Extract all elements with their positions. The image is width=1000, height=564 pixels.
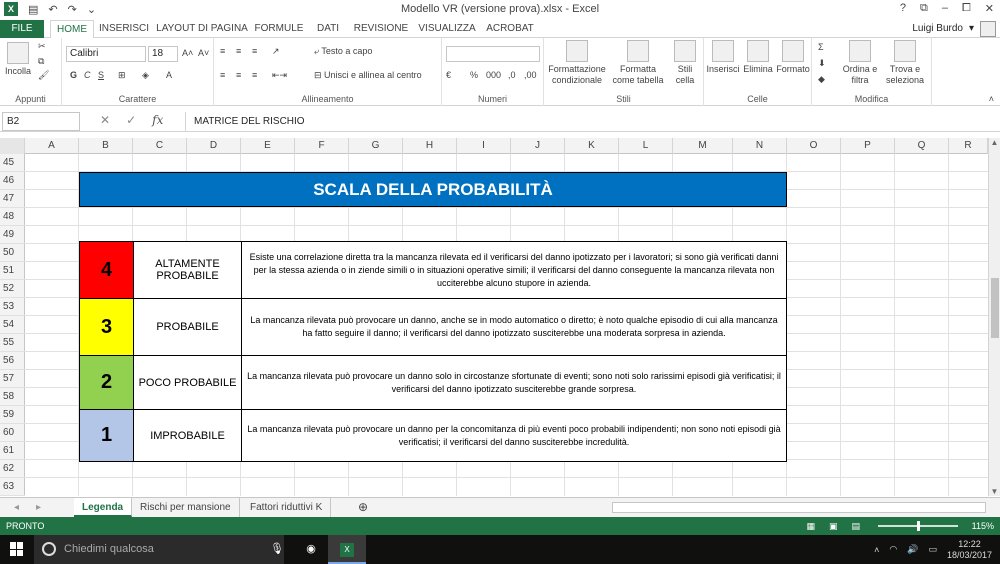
align-right-icon[interactable]: ≡ (252, 70, 258, 80)
group-font (62, 38, 214, 106)
fill-color-icon[interactable]: ◈ (142, 70, 149, 80)
delete-button[interactable]: Elimina (742, 40, 774, 75)
level-number[interactable]: 4 (80, 242, 134, 298)
clock-date: 18/03/2017 (946, 549, 992, 560)
column-header[interactable]: M (673, 138, 733, 154)
level-label[interactable]: POCO PROBABILE (134, 356, 242, 409)
insert-icon (712, 40, 734, 62)
row-header[interactable]: 59 (0, 406, 25, 424)
column-header[interactable]: K (565, 138, 619, 154)
align-left-icon[interactable]: ≡ (220, 70, 226, 80)
column-header[interactable]: E (241, 138, 295, 154)
bold-button[interactable]: G (70, 70, 78, 80)
align-top-icon[interactable]: ≡ (220, 46, 226, 56)
microphone-icon[interactable]: 🎙 (270, 543, 284, 555)
increase-decimal-icon[interactable]: ,0 (508, 70, 516, 80)
align-bottom-icon[interactable]: ≡ (252, 46, 258, 56)
conditional-formatting-icon (566, 40, 588, 62)
delete-icon (747, 40, 769, 62)
comma-icon[interactable]: 000 (486, 70, 502, 80)
format-as-table-button[interactable]: Formatta come tabella (608, 40, 668, 86)
column-header[interactable]: P (841, 138, 895, 154)
title-bar (0, 0, 1000, 20)
row-header[interactable]: 61 (0, 442, 25, 460)
row-header[interactable]: 63 (0, 478, 25, 496)
save-icon[interactable]: ▤ (28, 3, 39, 16)
level-number[interactable]: 1 (80, 410, 134, 461)
italic-button[interactable]: C (84, 70, 91, 80)
indent-icon[interactable]: ⇤⇥ (272, 70, 288, 80)
sheet-tab-bar (0, 497, 1000, 517)
group-label: Carattere (118, 94, 157, 104)
column-header[interactable]: H (403, 138, 457, 154)
add-sheet-icon[interactable]: ⊕ (358, 500, 369, 514)
column-header[interactable]: Q (895, 138, 949, 154)
column-header[interactable]: C (133, 138, 187, 154)
row-header[interactable]: 57 (0, 370, 25, 388)
clear-icon[interactable]: ◆ (818, 74, 825, 84)
scroll-thumb[interactable] (991, 278, 999, 338)
underline-button[interactable]: S (98, 70, 105, 80)
level-description[interactable]: La mancanza rilevata può provocare un danno per la concomitanza di più eventi poco probabili indipendenti; non sono noti episodi già verificatisi; il verificarsi del danno susciterebbe incredulità. (247, 423, 781, 447)
column-header[interactable]: N (733, 138, 787, 154)
row-header[interactable]: 45 (0, 154, 25, 172)
group-styles (544, 38, 704, 106)
tab-layout-di-pagina[interactable]: LAYOUT DI PAGINA (156, 23, 248, 34)
wrap-text-icon: ⤶ (314, 46, 322, 56)
align-middle-icon[interactable]: ≡ (236, 46, 242, 56)
page-break-view-icon[interactable]: ▤ (851, 521, 860, 531)
cortana-search-box[interactable]: Chiedimi qualcosa (34, 535, 284, 564)
formula-input[interactable]: MATRICE DEL RISCHIO (185, 112, 985, 131)
system-tray (874, 535, 992, 564)
row-headers (0, 154, 25, 496)
ribbon-tabs (0, 20, 1000, 38)
format-painter-icon[interactable]: 🖌 (38, 70, 50, 80)
find-select-button[interactable]: Trova e seleziona (882, 40, 928, 86)
group-label: Appunti (15, 94, 46, 104)
enter-icon[interactable]: ✓ (126, 113, 137, 127)
borders-icon[interactable]: ⊞ (118, 70, 126, 80)
merge-center-button[interactable]: ⊟ Unisci e allinea al centro (314, 70, 422, 80)
row-header[interactable]: 54 (0, 316, 25, 334)
cortana-icon (42, 542, 56, 556)
row-header[interactable]: 49 (0, 226, 25, 244)
select-all-corner[interactable] (0, 138, 25, 154)
row-header[interactable]: 53 (0, 298, 25, 316)
column-header[interactable]: J (511, 138, 565, 154)
ribbon-display-icon[interactable]: ⧉ (919, 2, 928, 14)
status-bar (0, 517, 1000, 535)
customize-icon[interactable]: ⌄ (86, 3, 97, 16)
tab-acrobat[interactable]: ACROBAT (486, 23, 534, 34)
tab-visualizza[interactable]: VISUALIZZA (418, 23, 476, 34)
excel-icon: X (340, 543, 354, 557)
column-header[interactable]: D (187, 138, 241, 154)
row-header[interactable]: 58 (0, 388, 25, 406)
level-label[interactable]: IMPROBABILE (134, 410, 242, 461)
column-header[interactable]: L (619, 138, 673, 154)
network-icon[interactable]: ◠ (889, 544, 898, 554)
decrease-decimal-icon[interactable]: ,00 (524, 70, 537, 80)
excel-logo-icon: X (4, 2, 18, 16)
horizontal-scrollbar[interactable] (612, 502, 986, 513)
fill-icon[interactable]: ⬇ (818, 58, 826, 68)
group-label: Celle (747, 94, 768, 104)
wrap-text-button[interactable]: ⤶ Testo a capo (314, 46, 373, 56)
group-number (442, 38, 544, 106)
font-color-icon[interactable]: A (166, 70, 173, 80)
level-description[interactable]: La mancanza rilevata può provocare un danno, anche se in modo automatico o diretto; è noto qualche episodio di cui alla mancanza ha fatto seguire il danno; il verificarsi del danno ipotizzato susciterebbe una moderata sorpresa in azienda. (250, 315, 778, 338)
group-editing (812, 38, 932, 106)
tab-inserisci[interactable]: INSERISCI (98, 23, 149, 34)
grow-font-icon[interactable]: A˄ (182, 48, 194, 58)
windows-start-icon[interactable] (10, 542, 24, 556)
user-name: Luigi Burdo (912, 23, 963, 34)
row-header[interactable]: 55 (0, 334, 25, 352)
probability-scale-banner[interactable]: SCALA DELLA PROBABILITÀ (79, 172, 787, 207)
autosum-icon[interactable]: Σ (818, 42, 824, 52)
taskbar-excel-app[interactable] (328, 535, 366, 564)
user-account[interactable] (912, 20, 996, 38)
group-label: Stili (616, 94, 631, 104)
table-row (80, 356, 786, 410)
redo-icon[interactable]: ↷ (67, 3, 77, 16)
zoom-slider-knob[interactable] (917, 521, 920, 531)
name-box[interactable]: B2 (2, 112, 80, 131)
level-number[interactable]: 2 (80, 356, 134, 409)
probability-table (79, 241, 787, 462)
column-headers (0, 138, 988, 154)
normal-view-icon[interactable]: ▦ (806, 521, 815, 531)
chevron-down-icon: ▾ (968, 23, 974, 34)
formula-controls (100, 113, 163, 127)
cell-styles-button[interactable]: Stili cella (670, 40, 700, 86)
row-header[interactable]: 51 (0, 262, 25, 280)
column-header[interactable]: I (457, 138, 511, 154)
help-icon[interactable]: ? (899, 2, 906, 14)
table-row (80, 242, 786, 299)
format-button[interactable]: Formato (776, 40, 810, 75)
merge-icon: ⊟ (314, 70, 325, 80)
undo-icon[interactable]: ↶ (48, 3, 58, 16)
clock[interactable] (947, 539, 992, 561)
accounting-icon[interactable]: € (446, 70, 452, 80)
show-hidden-icons-icon[interactable]: ˄ (874, 544, 880, 555)
collapse-ribbon-icon[interactable]: ˄ (988, 94, 994, 104)
clock-time: 12:22 (958, 538, 981, 549)
cut-icon[interactable]: ✂ (38, 41, 46, 51)
align-center-icon[interactable]: ≡ (236, 70, 242, 80)
row-header[interactable]: 52 (0, 280, 25, 298)
percent-icon[interactable]: % (470, 70, 479, 80)
group-clipboard (0, 38, 62, 106)
column-header[interactable]: B (79, 138, 133, 154)
scroll-up-icon[interactable]: ▲ (990, 138, 999, 147)
insert-function-icon[interactable]: fx (152, 113, 164, 127)
formula-bar (0, 112, 1000, 132)
insert-button[interactable]: Inserisci (706, 40, 740, 75)
next-sheet-icon[interactable]: ▸ (36, 502, 42, 513)
minimize-icon[interactable]: – (941, 2, 948, 14)
volume-icon[interactable]: 🔊 (907, 544, 919, 554)
copy-icon[interactable]: ⧉ (38, 56, 45, 66)
vertical-scrollbar[interactable] (988, 138, 1000, 496)
level-label[interactable]: ALTAMENTE PROBABILE (134, 242, 242, 298)
close-icon[interactable]: ✕ (984, 3, 994, 15)
row-header[interactable]: 62 (0, 460, 25, 478)
row-header[interactable]: 50 (0, 244, 25, 262)
avatar (980, 21, 996, 37)
column-header[interactable]: R (949, 138, 988, 154)
column-header[interactable]: F (295, 138, 349, 154)
row-header[interactable]: 46 (0, 172, 25, 190)
group-alignment (214, 38, 442, 106)
row-header[interactable]: 48 (0, 208, 25, 226)
group-label: Numeri (477, 94, 507, 104)
clipboard-icon (7, 42, 29, 64)
sheet-tab-fattori-riduttivi-k[interactable]: Fattori riduttivi K (242, 498, 331, 517)
browser-icon[interactable]: ◉ (306, 543, 316, 555)
conditional-formatting-button[interactable]: Formattazione condizionale (546, 40, 608, 86)
page-layout-view-icon[interactable]: ▣ (828, 521, 838, 531)
level-description[interactable]: La mancanza rilevata può provocare un danno solo in circostanze sfortunate di eventi; sono noti solo rarissimi episodi già verificatisi; il verificarsi del danno ipotizzato susciterebbe grande sorpresa. (247, 370, 781, 394)
tab-dati[interactable]: DATI (316, 23, 340, 34)
level-description[interactable]: Esiste una correlazione diretta tra la mancanza rilevata ed il verificarsi del danno ipotizzato per i lavoratori; si sono già verificati danni per la stessa azienda o in ziende simili o in situazioni operative simili; il verificarsi del danno conseguente la mancanza rilevata non ucciterebbe alcuno stupore in azienda. (249, 251, 779, 288)
windows-taskbar (0, 535, 1000, 564)
paste-button[interactable]: Incolla (4, 42, 32, 77)
status-ready: PRONTO (6, 521, 45, 531)
window-controls (900, 2, 994, 15)
ribbon (0, 38, 1000, 106)
tab-formule[interactable]: FORMULE (254, 23, 304, 34)
window-title: Modello VR (versione prova).xlsx - Excel (400, 3, 600, 15)
sheet-tab-legenda[interactable]: Legenda (74, 498, 132, 517)
level-number[interactable]: 3 (80, 299, 134, 355)
restore-icon[interactable]: ⧠ (961, 2, 971, 14)
orientation-icon[interactable]: ↗ (272, 46, 280, 56)
format-icon (782, 40, 804, 62)
row-header[interactable]: 47 (0, 190, 25, 208)
column-header[interactable]: O (787, 138, 841, 154)
cancel-icon[interactable]: ✕ (100, 113, 111, 127)
group-cells (704, 38, 812, 106)
table-icon (627, 40, 649, 62)
number-format-box[interactable] (446, 46, 540, 62)
prev-sheet-icon[interactable]: ◂ (14, 502, 20, 513)
scroll-down-icon[interactable]: ▼ (990, 487, 999, 496)
table-row (80, 410, 786, 461)
font-name-box[interactable]: Calibri (66, 46, 146, 62)
tab-revisione[interactable]: REVISIONE (353, 23, 409, 34)
table-row (80, 299, 786, 356)
row-header[interactable]: 56 (0, 352, 25, 370)
sheet-tab-rischi-per-mansione[interactable]: Rischi per mansione (132, 498, 240, 517)
column-header[interactable]: G (349, 138, 403, 154)
cell-styles-icon (674, 40, 696, 62)
level-label[interactable]: PROBABILE (134, 299, 242, 355)
notification-icon[interactable]: ▭ (928, 544, 937, 554)
column-header[interactable]: A (25, 138, 79, 154)
tab-file[interactable]: FILE (0, 20, 44, 38)
binoculars-icon (894, 40, 916, 62)
sort-filter-button[interactable]: Ordina e filtra (840, 40, 880, 86)
sort-icon (849, 40, 871, 62)
group-label: Allineamento (301, 94, 354, 104)
zoom-level[interactable]: 115% (971, 521, 994, 531)
shrink-font-icon[interactable]: A˅ (198, 48, 210, 58)
tab-home[interactable]: HOME (50, 20, 94, 39)
row-header[interactable]: 60 (0, 424, 25, 442)
font-size-box[interactable]: 18 (148, 46, 178, 62)
group-label: Modifica (854, 94, 889, 104)
view-buttons (806, 517, 860, 535)
